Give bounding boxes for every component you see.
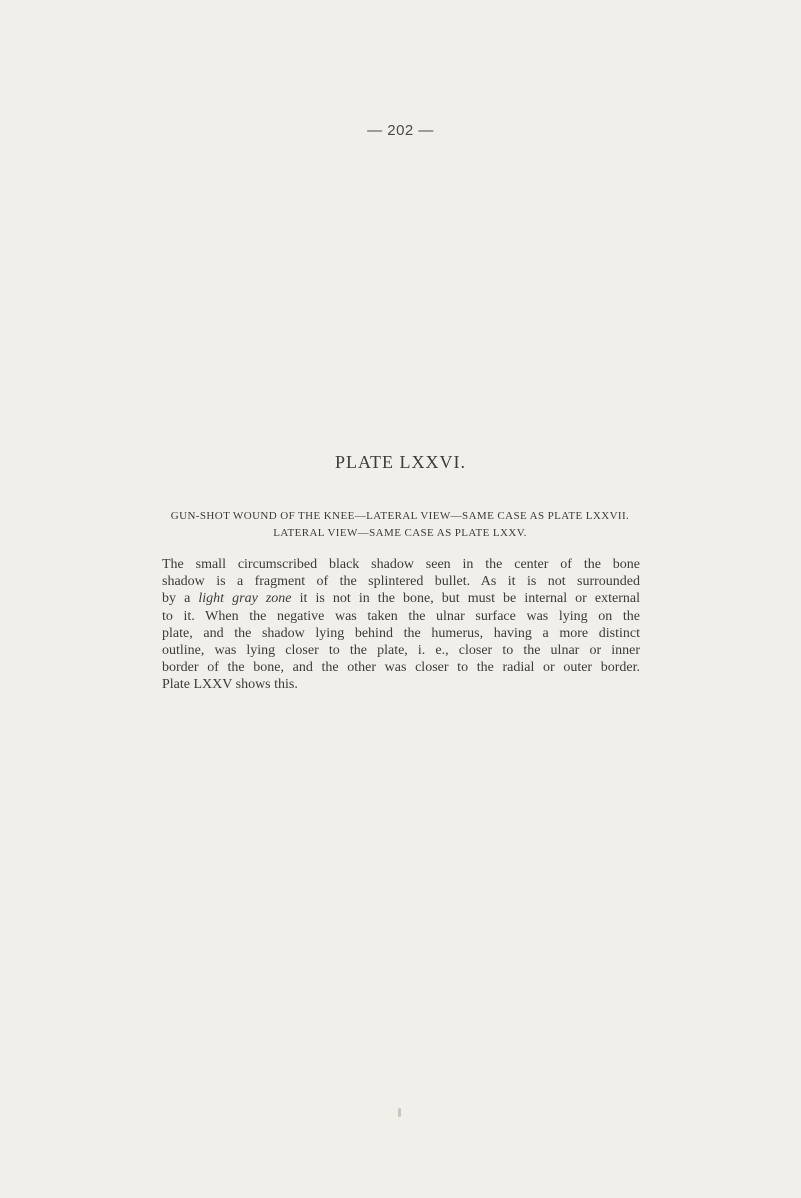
body-line-2: shadow is a fragment of the splintered bullet. As it is not surrounded [162, 574, 640, 590]
body-line-5: plate, and the shadow lying behind the humerus, having a more distinct [162, 625, 640, 641]
page-number: — 202 — [367, 122, 434, 139]
body-line-4: to it. When the negative was taken the ulnar surface was lying on the [162, 608, 640, 624]
body-line-3-pre: by a [162, 591, 199, 607]
emphasis-light-gray-zone: light gray zone [198, 591, 292, 607]
body-line-8: Plate LXXV shows this. [162, 677, 298, 693]
body-line-1: The small circumscribed black shadow seen in the center of the bone [162, 557, 640, 572]
body-line-7: border of the bone, and the other was closer to the radial or outer border. [162, 660, 640, 676]
paper-speck [398, 1108, 401, 1117]
body-line-3 [162, 590, 640, 607]
body-paragraph [162, 556, 640, 694]
body-line-6: outline, was lying closer to the plate, i. e., closer to the ulnar or inner [162, 643, 640, 659]
caption-line-2: LATERAL VIEW—SAME CASE AS PLATE LXXV. [273, 527, 527, 539]
plate-title: PLATE LXXVI. [335, 452, 466, 472]
caption-line-1: GUN-SHOT WOUND OF THE KNEE—LATERAL VIEW—SAME CASE AS PLATE LXXVII. [170, 510, 630, 522]
body-line-3-post: it is not in the bone, but must be internal or external [291, 591, 640, 607]
